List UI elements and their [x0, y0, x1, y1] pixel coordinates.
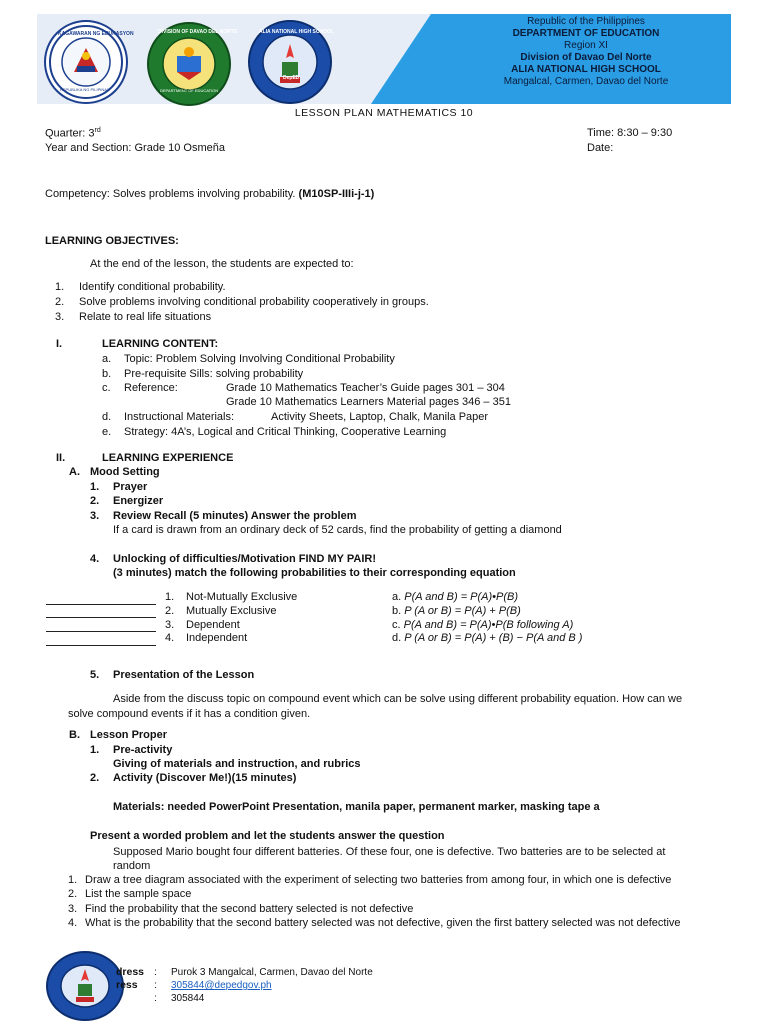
question-text: List the sample space — [85, 888, 192, 900]
proper-label: Giving of materials and instruction, and rubrics — [113, 758, 361, 770]
seal1-top-text: KAGAWARAN NG EDUKASYON — [58, 31, 134, 37]
seal2-top-text: DIVISION OF DAVAO DEL NORTE — [158, 29, 238, 35]
step-label: Prayer — [113, 481, 148, 493]
footer-school-seal-logo — [46, 951, 124, 1021]
content-letter: c. — [102, 382, 111, 394]
problem-text: random — [113, 860, 151, 872]
content-item: Strategy: 4A’s, Logical and Critical Thinking, Cooperative Learning — [124, 426, 447, 438]
objective-item: Relate to real life situations — [79, 311, 212, 323]
footer-label: dress — [116, 966, 145, 978]
step-label: Energizer — [113, 495, 164, 507]
content-item: Instructional Materials: — [124, 411, 235, 423]
problem-text: Supposed Mario bought four different batteries. Of these four, one is defective. Two batteries are to be selected at — [113, 846, 666, 858]
content-roman: I. — [56, 338, 63, 350]
quarter-line — [45, 127, 101, 140]
competency-line — [45, 188, 374, 200]
question-text: Draw a tree diagram associated with the experiment of selecting two batteries from among four, in which one is defective — [85, 874, 672, 886]
proper-num: 1. — [90, 744, 100, 756]
content-letter: d. — [102, 411, 112, 423]
content-letter: b. — [102, 368, 112, 380]
materials-needed: Materials: needed PowerPoint Presentation, manila paper, permanent marker, masking tape a — [113, 801, 600, 813]
content-letter: e. — [102, 426, 112, 438]
seal1-bottom-text: REPUBLIKA NG PILIPINAS — [60, 87, 110, 92]
step-num: 1. — [90, 481, 100, 493]
worded-problem-heading: Present a worded problem and let the students answer the question — [90, 830, 445, 842]
section-b-letter: B. — [69, 729, 80, 741]
answer-blank[interactable] — [46, 645, 156, 646]
equation-text: P(A and B) = P(A)•P(B) — [404, 591, 519, 603]
header-division: Division of Davao Del Norte — [520, 52, 652, 63]
answer-blank[interactable] — [46, 617, 156, 618]
proper-label: Pre-activity — [113, 744, 173, 756]
equation-text: P(A and B) = P(A)•P(B following A) — [403, 619, 574, 631]
header-address: Mangalcal, Carmen, Davao del Norte — [503, 76, 669, 87]
section-b-label: Lesson Proper — [90, 729, 168, 741]
presentation-text: Aside from the discuss topic on compound event which can be solve using different probability equation. How can we — [113, 693, 683, 705]
objective-num: 2. — [55, 296, 65, 308]
page-title: LESSON PLAN MATHEMATICS 10 — [294, 107, 474, 119]
reference-value: Grade 10 Mathematics Learners Material pages 346 – 351 — [226, 396, 511, 408]
step-num: 4. — [90, 553, 100, 565]
equation-letter: d. — [392, 632, 402, 644]
question-num: 2. — [68, 888, 78, 900]
presentation-text: solve compound events if it has a condition given. — [68, 708, 311, 720]
equation-letter: c. — [392, 619, 401, 631]
objective-item: Solve problems involving conditional probability cooperatively in groups. — [79, 296, 429, 308]
content-item: Reference: — [124, 382, 178, 394]
footer-email-link[interactable]: 305844@depedgov.ph — [171, 980, 272, 991]
match-term: Independent — [186, 632, 248, 644]
question-text: What is the probability that the second battery selected was not defective, given the first battery selected was not defective — [85, 917, 681, 929]
equation-letter: a. — [392, 591, 402, 603]
step-label: Review Recall (5 minutes) Answer the problem — [113, 510, 357, 522]
content-item: Topic: Problem Solving Involving Conditional Probability — [124, 353, 395, 365]
question-num: 4. — [68, 917, 78, 929]
section-a-letter: A. — [69, 466, 80, 478]
answer-blank[interactable] — [46, 631, 156, 632]
objectives-heading: LEARNING OBJECTIVES: — [45, 235, 179, 247]
seal3-top-text: ALIA NATIONAL HIGH SCHOOL — [259, 29, 334, 35]
header-department: DEPARTMENT OF EDUCATION — [512, 28, 660, 39]
match-equation — [392, 619, 573, 631]
date-label: Date: — [587, 142, 614, 154]
experience-roman: II. — [56, 452, 66, 464]
match-equation — [392, 591, 518, 603]
step4-instruction: (3 minutes) match the following probabilities to their corresponding equation — [113, 567, 516, 579]
seal2-bottom-text: DEPARTMENT OF EDUCATION — [160, 88, 219, 93]
seal3-badge-text: DepED — [283, 75, 300, 81]
footer-colon: : — [154, 979, 157, 991]
footer-school-id: 305844 — [171, 993, 205, 1004]
question-text: Find the probability that the second battery selected is not defective — [85, 903, 414, 915]
banner-slant — [371, 14, 431, 104]
content-item: Pre-requisite Sills: solving probability — [124, 368, 304, 380]
header-school: ALIA NATIONAL HIGH SCHOOL — [511, 64, 661, 75]
equation-letter: b. — [392, 605, 402, 617]
content-letter: a. — [102, 353, 112, 365]
competency-text: Competency: Solves problems involving probability. — [45, 188, 296, 200]
match-num: 3. — [165, 619, 175, 631]
match-num: 4. — [165, 632, 175, 644]
proper-label: Activity (Discover Me!)(15 minutes) — [113, 772, 297, 784]
proper-num: 2. — [90, 772, 100, 784]
header-republic: Republic of the Philippines — [527, 16, 645, 27]
reference-value: Grade 10 Mathematics Teacher’s Guide pages 301 – 304 — [226, 382, 505, 394]
match-equation — [392, 632, 582, 644]
content-heading: LEARNING CONTENT: — [102, 338, 219, 350]
objective-item: Identify conditional probability. — [79, 281, 226, 293]
objective-num: 1. — [55, 281, 65, 293]
objective-num: 3. — [55, 311, 65, 323]
time-label: Time: 8:30 – 9:30 — [587, 127, 673, 139]
question-num: 3. — [68, 903, 78, 915]
footer-address: Purok 3 Mangalcal, Carmen, Davao del Norte — [171, 967, 373, 978]
experience-heading: LEARNING EXPERIENCE — [102, 452, 234, 464]
footer-colon: : — [154, 966, 157, 978]
question-num: 1. — [68, 874, 78, 886]
quarter-superscript: rd — [94, 127, 101, 134]
step5-label: Presentation of the Lesson — [113, 669, 255, 681]
match-equation — [392, 605, 521, 617]
footer-label: ress — [116, 979, 138, 991]
answer-blank[interactable] — [46, 604, 156, 605]
equation-text: P (A or B) = P(A) + P(B) — [404, 605, 521, 617]
review-problem-text: If a card is drawn from an ordinary deck of 52 cards, find the probability of getting a diamond — [113, 524, 562, 536]
match-term: Not-Mutually Exclusive — [186, 591, 298, 603]
match-num: 1. — [165, 591, 175, 603]
year-section: Year and Section: Grade 10 Osmeña — [45, 142, 225, 154]
step4-title: Unlocking of difficulties/Motivation FIND MY PAIR! — [113, 553, 376, 565]
competency-code: (M10SP-IIIi-j-1) — [298, 188, 375, 200]
match-term: Dependent — [186, 619, 240, 631]
step-num: 5. — [90, 669, 100, 681]
section-a-label: Mood Setting — [90, 466, 160, 478]
match-term: Mutually Exclusive — [186, 605, 277, 617]
quarter-label: Quarter: 3 — [45, 127, 95, 140]
match-num: 2. — [165, 605, 175, 617]
footer-colon: : — [154, 992, 157, 1004]
header-region: Region XI — [564, 40, 608, 51]
materials-value: Activity Sheets, Laptop, Chalk, Manila Paper — [271, 411, 489, 423]
step-num: 2. — [90, 495, 100, 507]
equation-text: P (A or B) = P(A) + (B) − P(A and B ) — [404, 632, 583, 644]
objectives-intro: At the end of the lesson, the students are expected to: — [90, 258, 354, 270]
step-num: 3. — [90, 510, 100, 522]
footer-seal-graphic — [48, 953, 122, 1019]
